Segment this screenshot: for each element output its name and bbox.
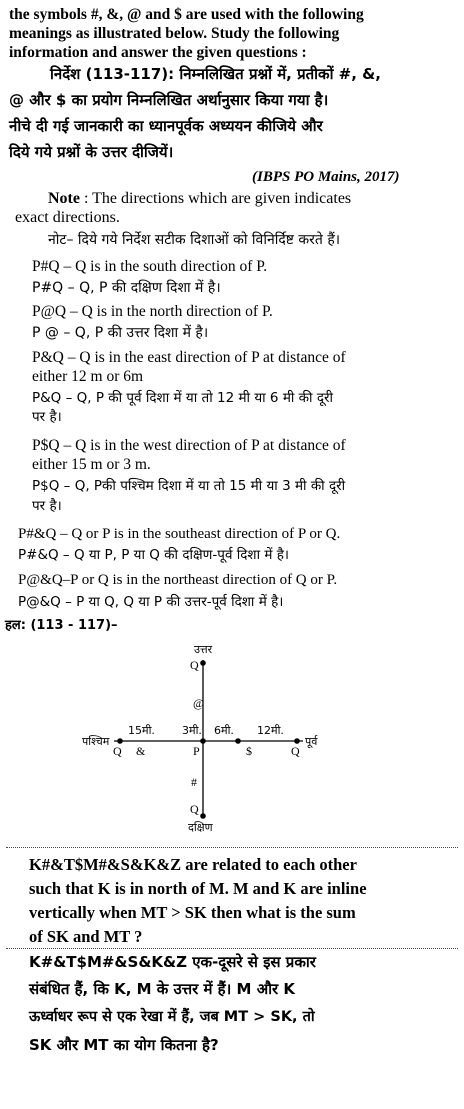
distance-6m: 6मी. — [214, 724, 234, 737]
south-label: दक्षिण — [188, 821, 213, 834]
combined-line: P#&Q – Q or P is in the southeast direction of P or Q. — [18, 526, 341, 542]
east-label: पूर्व — [305, 735, 318, 748]
rule-line: P&Q – Q is in the east direction of P at distance of — [32, 349, 346, 366]
question-hi-line-3: ऊर्ध्वाधर रूप से एक रेखा में हैं, जब MT > SK, तो — [29, 1009, 315, 1025]
divider — [6, 847, 458, 848]
distance-12m: 12मी. — [257, 724, 284, 737]
source-citation: (IBPS PO Mains, 2017) — [252, 169, 400, 185]
point-left-q — [117, 738, 123, 744]
point-right-q — [294, 738, 300, 744]
question-hi-line-1: K#&T$M#&S&K&Z एक-दूसरे से इस प्रकार — [29, 953, 316, 971]
rule-line: P$Q – Q, Pकी पश्चिम दिशा में या तो 15 मी या 3 मी की दूरी — [32, 478, 346, 494]
intro-en-line-3: information and answer the given questions : — [9, 44, 307, 61]
question-en-line-2: such that K is in north of M. M and K are inline — [29, 879, 367, 898]
question-hi-line-2: संबंधित हैं, कि K, M के उत्तर में हैं। M और K — [29, 980, 296, 998]
rule-line: P$Q – Q is in the west direction of P at distance of — [32, 437, 346, 454]
question-en-line-1: K#&T$M#&S&K&Z are related to each other — [29, 855, 357, 874]
diagram-center-p: P — [193, 744, 200, 758]
rule-line: P@Q – Q is in the north direction of P. — [32, 303, 273, 320]
intro-en-line-2: meanings as illustrated below. Study the following — [9, 25, 340, 42]
diagram-left-q: Q — [113, 744, 122, 758]
rule-line: पर है। — [32, 409, 62, 425]
note-hi: नोट– दिये गये निर्देश सटीक दिशाओं को विनिर्दिष्ट करते हैं। — [48, 232, 341, 248]
diagram-at-symbol: @ — [193, 696, 205, 710]
note-en-line-2: exact directions. — [15, 209, 120, 226]
rule-line: P#Q – Q is in the south direction of P. — [32, 258, 268, 275]
diagram-ampersand: & — [136, 744, 146, 758]
rule-line: पर है। — [32, 498, 62, 514]
question-hi-line-4: SK और MT का योग कितना है? — [29, 1036, 219, 1054]
rule-line: either 15 m or 3 m. — [32, 456, 151, 473]
west-label: पश्चिम — [82, 735, 110, 748]
solution-label: हल: (113 - 117)– — [5, 618, 118, 633]
distance-15m: 15मी. — [128, 724, 155, 737]
diagram-hash-symbol: # — [191, 775, 197, 789]
rule-line: either 12 m or 6m — [32, 368, 144, 385]
intro-hi-line-2: @ और $ का प्रयोग निम्नलिखित अर्थानुसार किया गया है। — [9, 91, 329, 109]
direction-diagram — [0, 630, 464, 850]
point-dollar — [235, 738, 241, 744]
point-top-q — [200, 660, 206, 666]
divider — [6, 948, 458, 949]
intro-en-line-1: the symbols #, &, @ and $ are used with the following — [9, 6, 364, 23]
question-en-line-4: of SK and MT ? — [29, 927, 143, 946]
note-en-text: : The directions which are given indicates — [79, 190, 352, 207]
rule-line: P#Q – Q, P की दक्षिण दिशा में है। — [32, 280, 221, 296]
distance-3m: 3मी. — [182, 724, 202, 737]
point-center-p — [200, 738, 206, 744]
diagram-top-q: Q — [190, 658, 199, 672]
note-en-line-1 — [48, 191, 351, 207]
rule-line: P @ – Q, P की उत्तर दिशा में है। — [32, 325, 209, 341]
note-label: Note — [48, 190, 80, 207]
combined-line: P@&Q – P या Q, Q या P की उत्तर-पूर्व दिशा में है। — [18, 594, 284, 610]
intro-hi-line-3: नीचे दी गई जानकारी का ध्यानपूर्वक अध्ययन कीजिये और — [9, 117, 323, 135]
combined-line: P#&Q – Q या P, P या Q की दक्षिण-पूर्व दिशा में है। — [18, 547, 290, 563]
diagram-bottom-q: Q — [190, 802, 199, 816]
question-en-line-3: vertically when MT > SK then what is the sum — [29, 903, 356, 922]
north-label: उत्तर — [194, 643, 213, 656]
diagram-right-q: Q — [291, 744, 300, 758]
diagram-dollar: $ — [246, 744, 252, 758]
intro-hi-line-1: निर्देश (113-117): निम्नलिखित प्रश्नों में, प्रतीकों #, &, — [50, 65, 381, 83]
rule-line: P&Q – Q, P की पूर्व दिशा में या तो 12 मी या 6 मी की दूरी — [32, 390, 334, 406]
combined-line: P@&Q–P or Q is in the northeast direction of Q or P. — [18, 572, 338, 588]
intro-hi-line-4: दिये गये प्रश्नों के उत्तर दीजियें। — [9, 143, 174, 161]
point-bottom-q — [200, 813, 206, 819]
